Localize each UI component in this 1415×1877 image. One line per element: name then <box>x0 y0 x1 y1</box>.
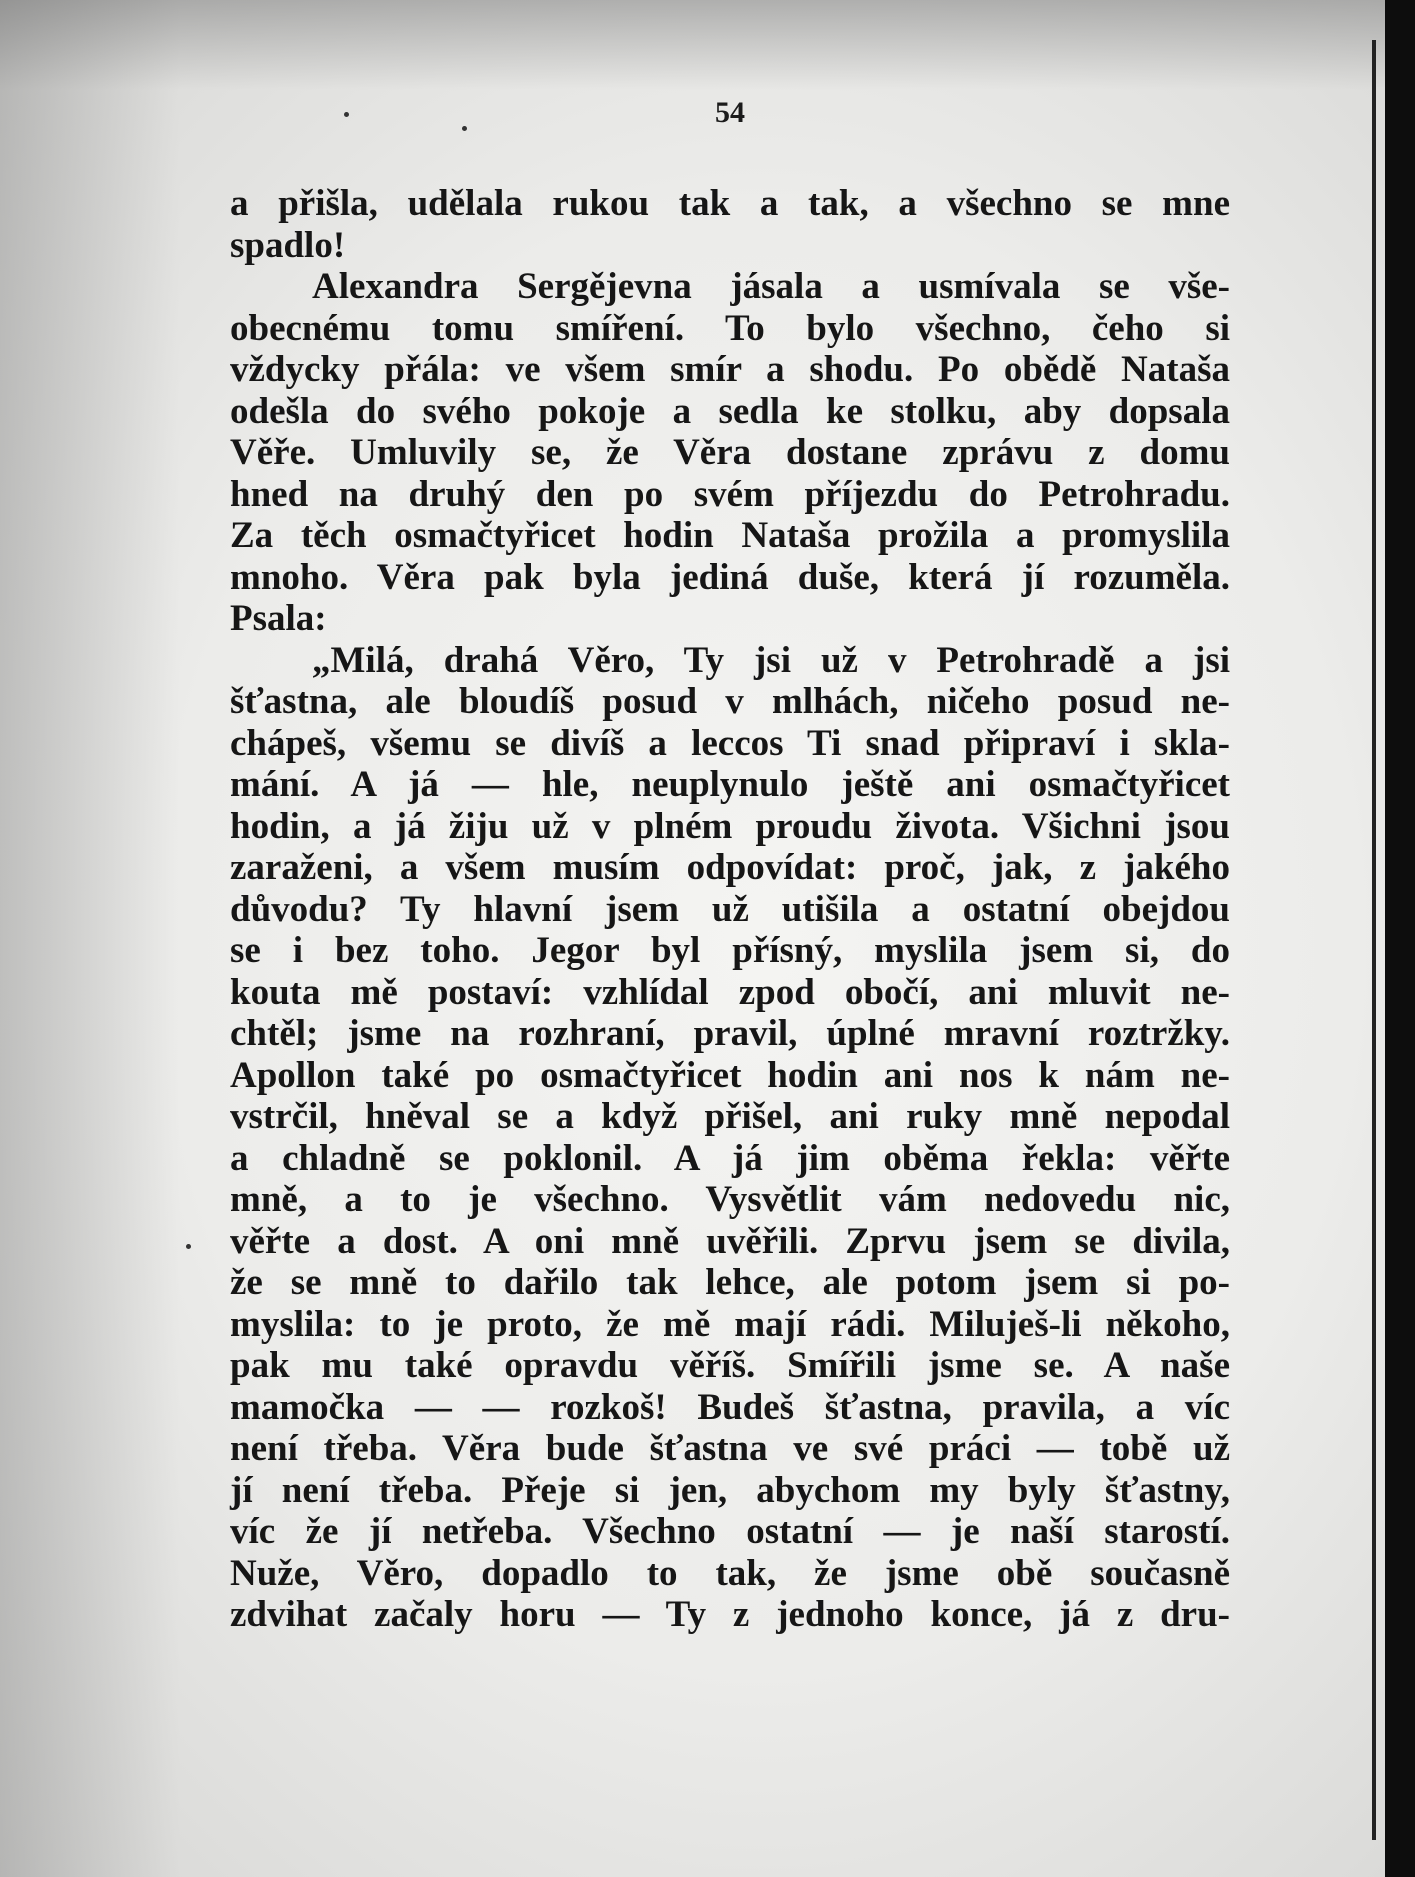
text-line: Nuže, Věro, dopadlo to tak, že jsme obě současně <box>230 1552 1230 1594</box>
text-line: víc že jí netřeba. Všechno ostatní — je naší starostí. <box>230 1511 1230 1552</box>
text-line: Psala: <box>230 598 327 639</box>
text-line: a chladně se poklonil. A já jim oběma řekla: věřte <box>230 1137 1230 1179</box>
text-line: hned na druhý den po svém příjezdu do Petrohradu. <box>230 473 1230 515</box>
page-shadow-top <box>0 0 1385 90</box>
text-line: „Milá, drahá Věro, Ty jsi už v Petrohradě a jsi <box>312 639 1230 681</box>
text-line: mnoho. Věra pak byla jediná duše, která jí rozuměla. <box>230 556 1230 598</box>
text-line: hodin, a já žiju už v plném proudu života. Všichni jsou <box>230 805 1230 847</box>
text-line: myslila: to je proto, že mě mají rádi. Miluješ-li někoho, <box>230 1303 1230 1345</box>
text-line: vždycky přála: ve všem smír a shodu. Po obědě Nataša <box>230 349 1230 390</box>
text-line: se i bez toho. Jegor byl přísný, myslila jsem si, do <box>230 930 1230 971</box>
text-line: vstrčil, hněval se a když přišel, ani ruky mně nepodal <box>230 1096 1230 1137</box>
page-number: 54 <box>715 96 745 129</box>
text-line: mamočka — — rozkoš! Budeš šťastna, pravila, a víc <box>230 1386 1230 1428</box>
text-line: Za těch osmačtyřicet hodin Nataša prožila a promyslila <box>230 515 1230 556</box>
page-shadow-left <box>0 0 180 1877</box>
text-line: mání. A já — hle, neuplynulo ještě ani osmačtyřicet <box>230 764 1230 805</box>
text-line: věřte a dost. A oni mně uvěřili. Zprvu jsem se divila, <box>230 1220 1230 1262</box>
text-line: chápeš, všemu se divíš a leccos Ti snad připraví i skla- <box>230 722 1230 764</box>
text-line: že se mně to dařilo tak lehce, ale potom jsem si po- <box>230 1262 1230 1303</box>
text-line: šťastna, ale bloudíš posud v mlhách, ničeho posud ne- <box>230 681 1230 722</box>
text-line: Apollon také po osmačtyřicet hodin ani nos k nám ne- <box>230 1054 1230 1096</box>
text-line: obecnému tomu smíření. To bylo všechno, čeho si <box>230 307 1230 349</box>
print-speck <box>186 1244 191 1249</box>
text-line: zdvihat začaly horu — Ty z jednoho konce, já z dru- <box>230 1594 1230 1635</box>
text-line: mně, a to je všechno. Vysvětlit vám nedovedu nic, <box>230 1179 1230 1220</box>
text-line: Věře. Umluvily se, že Věra dostane zprávu z domu <box>230 432 1230 473</box>
text-line: odešla do svého pokoje a sedla ke stolku, aby dopsala <box>230 390 1230 432</box>
text-line: spadlo! <box>230 224 346 266</box>
text-line: Alexandra Sergějevna jásala a usmívala se vše- <box>312 266 1230 307</box>
text-line: zaraženi, a všem musím odpovídat: proč, jak, z jakého <box>230 847 1230 888</box>
text-line: a přišla, udělala rukou tak a tak, a všechno se mne <box>230 183 1230 224</box>
body-text <box>230 183 1230 1636</box>
text-line: kouta mě postaví: vzhlídal zpod obočí, ani mluvit ne- <box>230 971 1230 1013</box>
text-line: pak mu také opravdu věříš. Smířili jsme se. A naše <box>230 1345 1230 1386</box>
page-edge-rule <box>1372 40 1376 1840</box>
scan-border <box>1385 0 1415 1877</box>
text-line: jí není třeba. Přeje si jen, abychom my byly šťastny, <box>230 1469 1230 1511</box>
text-line: chtěl; jsme na rozhraní, pravil, úplné mravní roztržky. <box>230 1013 1230 1054</box>
text-line: není třeba. Věra bude šťastna ve své práci — tobě už <box>230 1428 1230 1469</box>
text-line: důvodu? Ty hlavní jsem už utišila a ostatní obejdou <box>230 888 1230 930</box>
